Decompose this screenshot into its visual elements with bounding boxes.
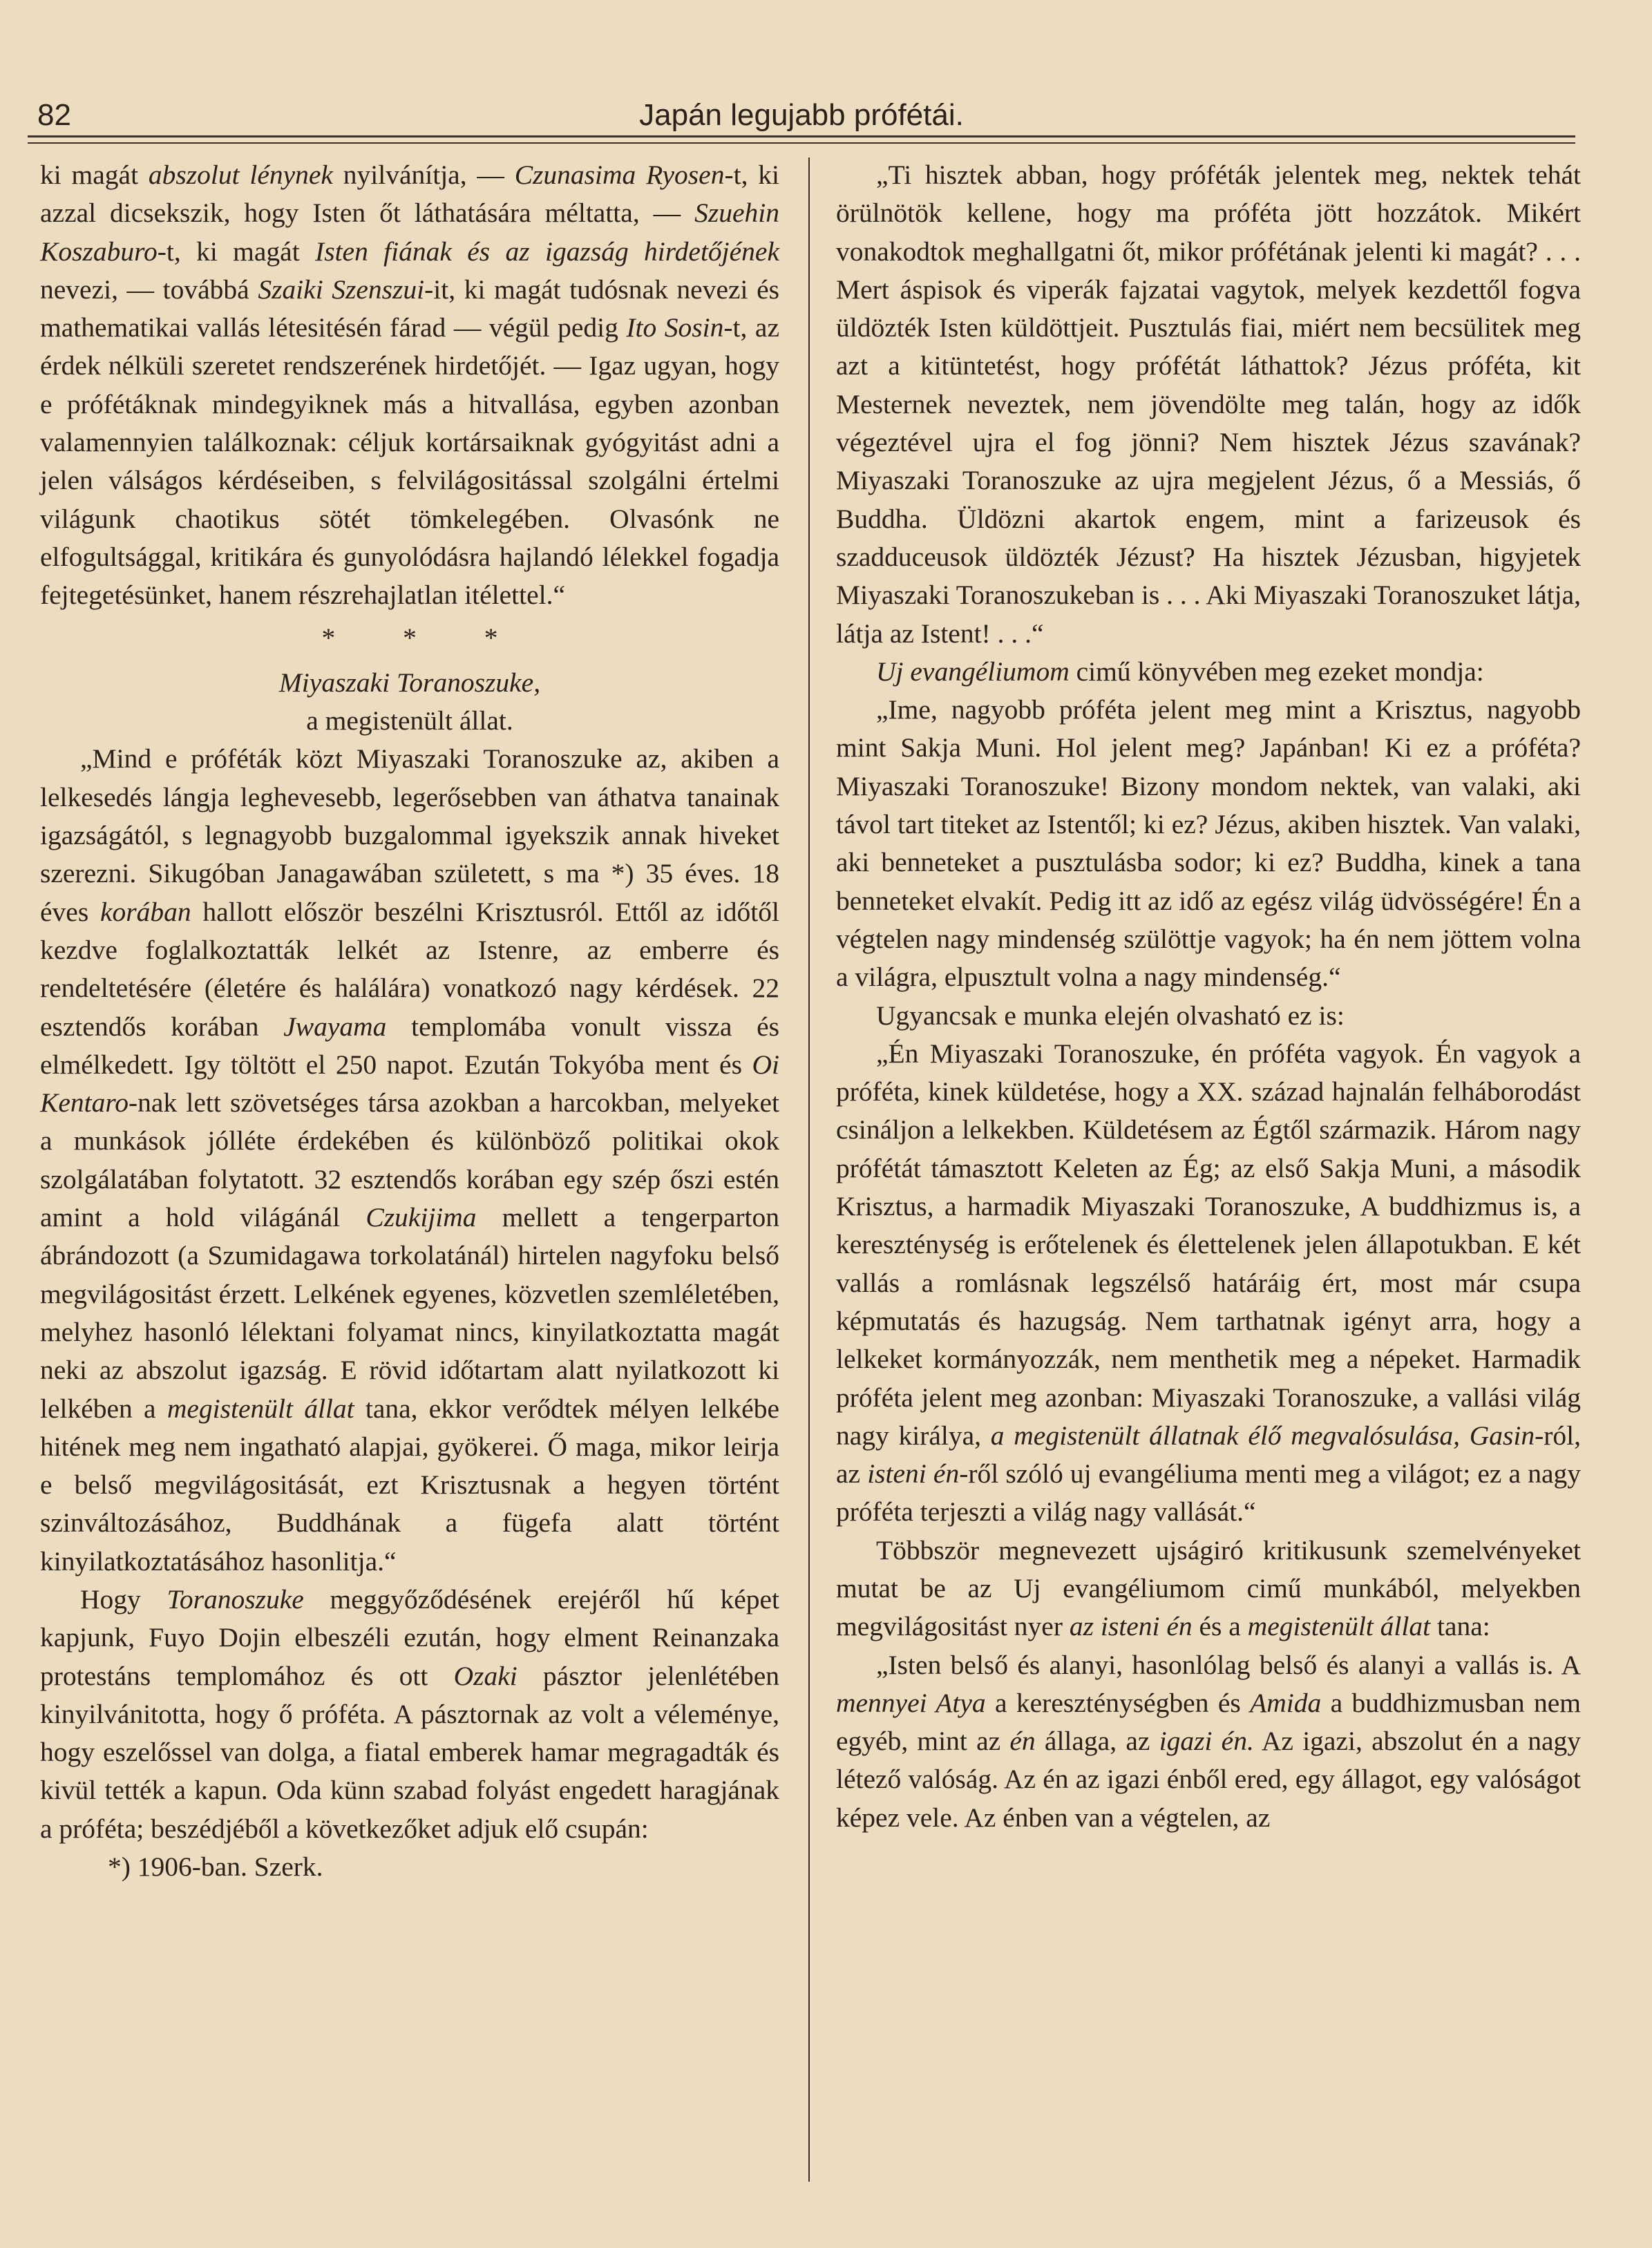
- running-title: Japán legujabb prófétái.: [639, 98, 964, 132]
- italic-phrase: isteni én: [867, 1458, 960, 1489]
- italic-phrase: az isteni én: [1069, 1611, 1193, 1642]
- paragraph: Ugyancsak e munka elején olvasható ez is:: [876, 1000, 1345, 1031]
- paragraph: Hogy Toranoszuke meggyőződésének erejéről hű képet kapjunk, Fuyo Dojin elbeszéli ezután, hogy elment Reinanzaka protestáns templomához és ott Ozaki pásztor jelenlétében kinyilvánitotta, hogy ő próféta. A pásztornak az volt a véleménye, hogy eszelőssel van dolga, a fiatal emberek hamar megragadták és kivül tették a kapun. Oda künn szabad folyást engedett haragjának a próféta; beszédjéből a következőket adjuk elő csupán:: [40, 1583, 779, 1844]
- paragraph: „Én Miyaszaki Toranoszuke, én próféta vagyok. Én vagyok a próféta, kinek küldetése, hogy a XX. század hajnalán felháborodást csináljon a lelkekben. Küldetésem az Égtől származik. Három nagy prófétát támasztott Keleten az Ég; az első Sakja Muni, a második Krisztus, a harmadik Miyaszaki Toranoszuke, A buddhizmus is, a kereszténység is erőtelenek és élettelenek jelen állapotukban. E két vallás a romlásnak legszélső határáig ért, most már csupa képmutatás és hazugság. Nem tarthatnak igényt arra, hogy a lelkeket kormányozzák, nem menthetik meg a népeket. Harmadik próféta jelent meg azonban: Miyaszaki Toranoszuke, a vallási világ nagy királya, a megistenült állatnak élő megvalósulása, Gasin-ról, az isteni én-ről szóló uj evangéliuma menti meg a világot; ez a nagy próféta terjeszti a világ nagy vallását.“: [836, 1038, 1581, 1527]
- italic-phrase: én: [1009, 1726, 1036, 1757]
- footnote: *) 1906-ban. Szerk.: [108, 1851, 323, 1883]
- italic-phrase: Szuehin Koszaburo: [40, 198, 779, 267]
- italic-phrase: Czunasima Ryosen: [514, 160, 725, 190]
- italic-phrase: Oi Kentaro: [40, 1049, 779, 1118]
- column-divider: [808, 158, 810, 2182]
- section-stars: * * *: [321, 622, 529, 653]
- italic-phrase: Toranoszuke: [167, 1583, 304, 1614]
- header-rule-double: [28, 142, 1575, 144]
- paragraph: „Isten belső és alanyi, hasonlólag belső és alanyi a vallás is. A mennyei Atya a kereszténységben és Amida a buddhizmusban nem egyéb, mint az én állaga, az igazi én. Az igazi, abszolut én a nagy létező valóság. Az én az igazi énből ered, egy állagot, egy valóságot képez vele. Az énben van a végtelen, az: [836, 1649, 1581, 1833]
- italic-phrase: megistenült állat: [1247, 1611, 1431, 1642]
- paragraph: „Ti hisztek abban, hogy próféták jelentek meg, nektek tehát örülnötök kellene, hogy ma próféta jött hozzátok. Mikért vonakodtok meghallgatni őt, mikor prófétának jelenti ki magát? . . . Mert áspisok és viperák fajzatai vagytok, melyek kezdettől fogva üldözték Isten küldöttjeit. Pusztulás fiai, miért nem becsülitek meg azt a kitüntetést, hogy prófétát láthattok? Jézus próféta, kit Mesternek neveztek, nem jövendölte meg talán, hogy az idők végeztével ujra el fog jönni? Nem hisztek Jézus szavának? Miyaszaki Toranoszuke az ujra megjelent Jézus, ő a Messiás, ő Buddha. Üldözni akartok engem, mint a farizeusok és szadduceusok üldözték Jézust? Ha hisztek Jézusban, higyjetek Miyaszaki Toranoszukeban is . . . Aki Miyaszaki Toranoszuket látja, látja az Istent! . . .“: [836, 160, 1581, 649]
- right-column: [836, 156, 1581, 1837]
- italic-phrase: Ito Sosin: [626, 312, 724, 343]
- italic-phrase: Ozaki: [453, 1660, 518, 1691]
- italic-phrase: korában: [99, 896, 191, 927]
- italic-phrase: Czukijima: [365, 1202, 477, 1233]
- paragraph: Többször megnevezett ujságiró kritikusunk szemelvényeket mutat be az Uj evangéliumom cimű munkából, melyekben megvilágositást nyer az isteni én és a megistenült állat tana:: [836, 1534, 1581, 1642]
- italic-phrase: Jwayama: [283, 1011, 387, 1042]
- italic-phrase: Szaiki Szenszui: [258, 274, 425, 305]
- page-header: [28, 88, 1575, 137]
- paragraph: „Ime, nagyobb próféta jelent meg mint a Krisztus, nagyobb mint Sakja Muni. Hol jelent meg? Japánban! Ki ez a próféta? Miyaszaki Toranoszuke! Bizony mondom nektek, van valaki, aki távol tart titeket az Istentől; ki ez? Jézus, akiben hisztek. Van valaki, aki benneteket a pusztulásba sodor; ki ez? Buddha, kinek a tana benneteket elvakít. Pedig itt az idő az egész világ üdvösségére! Én a végtelen nagy mindenség szülöttje vagyok; ha én nem jöttem volna a világra, elpusztult volna a nagy mindenség.“: [836, 694, 1581, 993]
- section-subtitle: a megistenült állat.: [306, 705, 513, 736]
- paragraph: „Mind e próféták közt Miyaszaki Toranoszuke az, akiben a lelkesedés lángja leghevesebb, legerősebben van áthatva tanainak igazságától, s legnagyobb buzgalommal igyekszik annak hiveket szerezni. Sikugóban Janagawában született, s ma *) 35 éves. 18 éves korában hallott először beszélni Krisztusról. Ettől az időtől kezdve foglalkoztatták lelkét az Istenre, az emberre és rendeltetésére (életére és halálára) vonatkozó nagy kérdések. 22 esztendős korában Jwayama templomába vonult vissza és elmélkedett. Igy töltött el 250 napot. Ezután Tokyóba ment és Oi Kentaro-nak lett szövetséges társa azokban a harcokban, melyeket a munkások jólléte érdekében és különböző politikai okok szolgálatában folytatott. 32 esztendős korában egy szép őszi estén amint a hold világánál Czukijima mellett a tengerparton ábrándozott (a Szumidagawa torkolatánál) hirtelen nagyfoku belső megvilágositást érzett. Lelkének egyenes, közvetlen szemléletében, melyhez hasonló lélektani folyamat nincs, kinyilatkoztatta magát neki az abszolut igazság. E rövid időtartam alatt nyilatkozott ki lelkében a megistenült állat tana, ekkor verődtek mélyen lelkébe hitének meg nem ingatható alapjai, gyökerei. Ő maga, mikor leirja e belső megvilágositását, ezt Krisztusnak a hegyen történt szinváltozásához, Buddhának a fügefa alatt történt kinyilatkoztatásához hasonlitja.“: [40, 743, 780, 1577]
- italic-phrase: Isten fiának és az igazság hirdetőjének: [315, 236, 779, 267]
- header-rule: [28, 135, 1575, 137]
- italic-phrase: a megistenült állatnak élő megvalósulása, Gasin: [990, 1420, 1535, 1451]
- paragraph: ki magát abszolut lénynek nyilvánítja, — Czunasima Ryosen-t, ki azzal dicsekszik, hogy Isten őt láthatására méltatta, — Szuehin Koszaburo-t, ki magát Isten fiának és az igazság hirdetőjének nevezi, — továbbá Szaiki Szenszui-it, ki magát tudósnak nevezi és mathematikai vallás létesitésén fárad — végül pedig Ito Sosin-t, az érdek nélküli szeretet rendszerének hirdetőjét. — Igaz ugyan, hogy e prófétáknak mindegyiknek más a hitvallása, egyben azonban valamennyien találkoznak: céljuk kortársaiknak gyógyitást adni a jelen válságos kérdéseiben, s felvilágositással szolgálni értelmi világunk chaotikus sötét tömkelegében. Olvasónk ne elfogultsággal, kritikára és gunyolódásra hajlandó lélekkel fogadja fejtegetésünket, hanem részrehajlatlan itélettel.“: [40, 160, 780, 611]
- italic-phrase: abszolut lénynek: [148, 160, 333, 190]
- section-title: Miyaszaki Toranoszuke,: [278, 667, 541, 698]
- italic-phrase: Amida: [1250, 1687, 1322, 1718]
- left-column: [40, 156, 779, 1886]
- paragraph: Uj evangéliumom cimű könyvében meg ezeket mondja:: [876, 656, 1484, 687]
- italic-phrase: megistenült állat: [167, 1393, 354, 1424]
- italic-phrase: igazi én.: [1159, 1726, 1254, 1757]
- page-number: 82: [37, 98, 71, 132]
- italic-phrase: Uj evangéliumom: [876, 656, 1070, 687]
- italic-phrase: mennyei Atya: [836, 1687, 986, 1718]
